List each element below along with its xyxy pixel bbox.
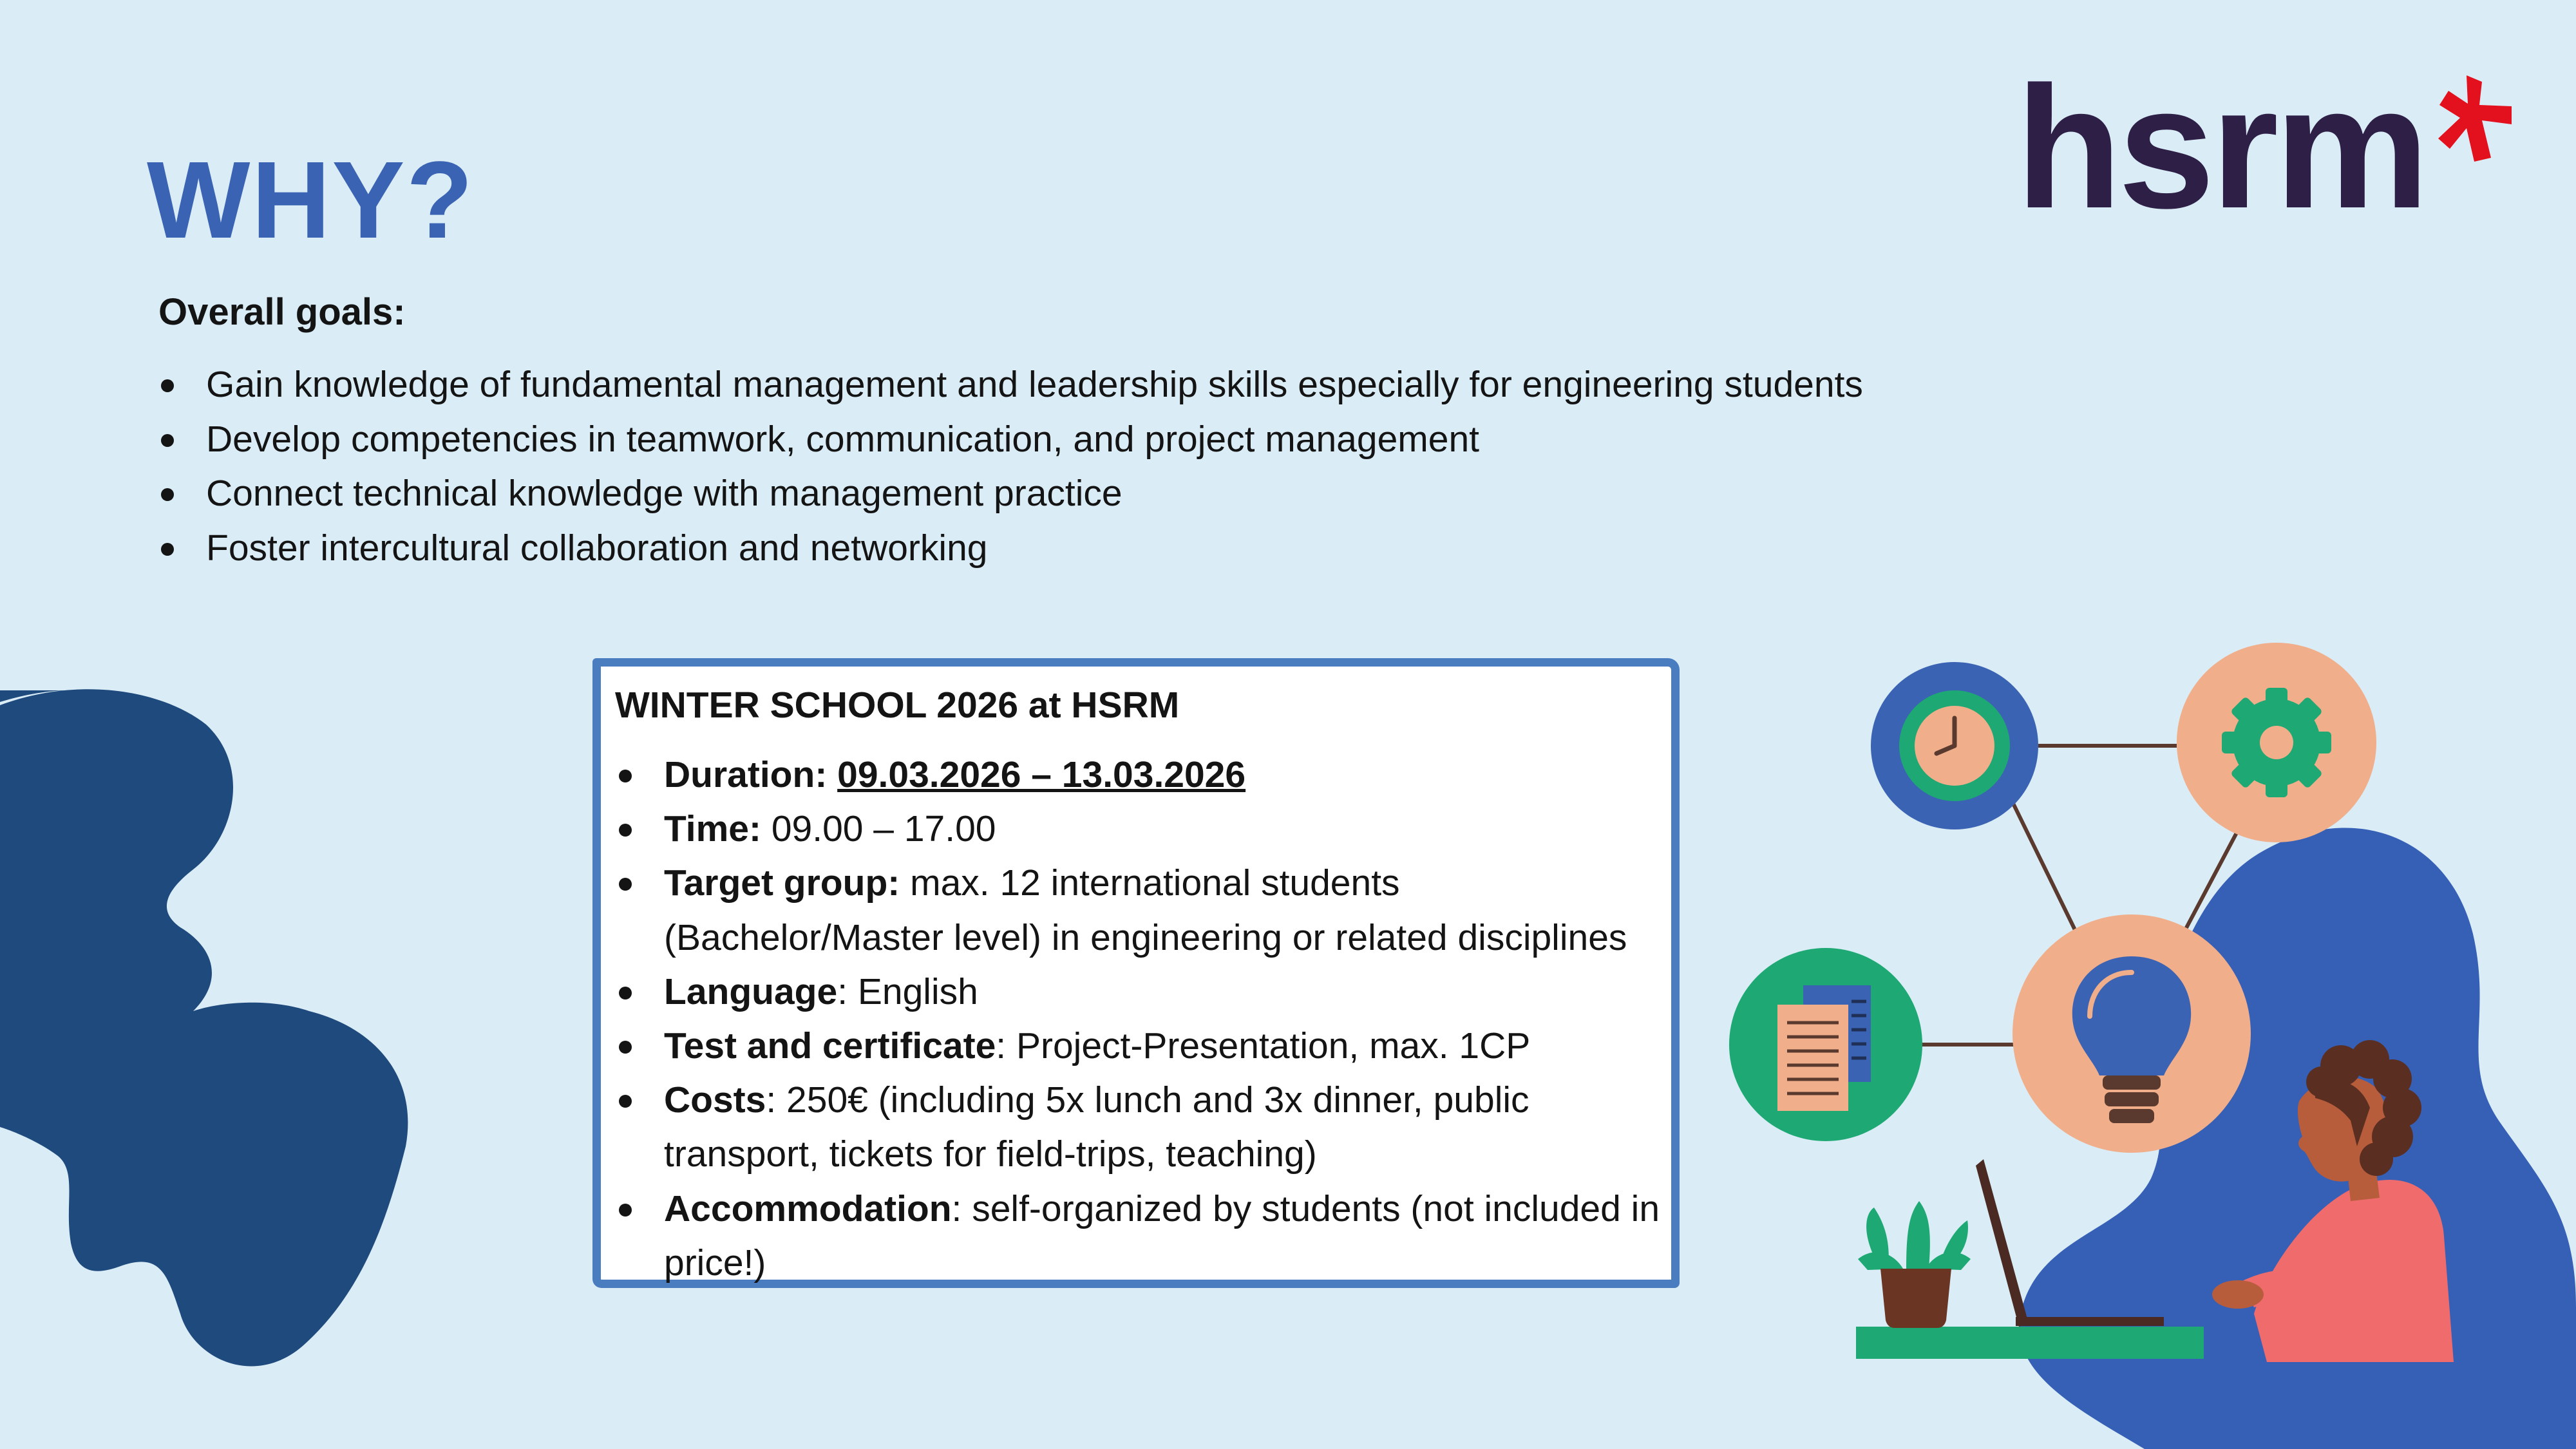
info-label: Duration: [664, 754, 828, 795]
goal-item: Develop competencies in teamwork, communication, and project management [158, 412, 1863, 467]
person-illustration [2212, 1040, 2454, 1362]
info-value: : self-organized by students (not included in price!) [664, 1188, 1660, 1283]
laptop-icon [1976, 1159, 2164, 1327]
info-label: Costs [664, 1079, 766, 1121]
info-item-costs [615, 1073, 1669, 1181]
info-item-language [615, 965, 1669, 1019]
info-label: Test and certificate [664, 1025, 996, 1067]
info-label: Target group: [664, 862, 900, 904]
info-value: 09.03.2026 – 13.03.2026 [837, 754, 1246, 795]
document-icon [1729, 948, 1922, 1141]
info-value: : 250€ (including 5x lunch and 3x dinner, public transport, tickets for field-trips, teaching) [664, 1079, 1530, 1175]
gear-icon [2177, 643, 2376, 842]
goal-item: Gain knowledge of fundamental management and leadership skills especially for engineering students [158, 357, 1863, 412]
info-label: Time: [664, 808, 761, 850]
plant-icon [1858, 1201, 1971, 1328]
info-box-title: WINTER SCHOOL 2026 at HSRM [615, 685, 1180, 726]
goals-heading: Overall goals: [158, 291, 406, 333]
page-title: WHY? [147, 139, 475, 261]
idea-network-illustration [1713, 631, 2524, 1372]
info-value: : Project-Presentation, max. 1CP [996, 1025, 1531, 1067]
decorative-blob-left [0, 676, 541, 1378]
goal-item: Foster intercultural collaboration and networking [158, 521, 1863, 576]
goals-list [158, 357, 1863, 575]
logo-text: hsrm [2016, 51, 2426, 245]
lightbulb-icon [2012, 914, 2251, 1153]
info-item-accommodation [615, 1182, 1669, 1290]
info-value: max. 12 international students (Bachelor/Master level) in engineering or related disciplines [664, 862, 1627, 958]
info-value: : English [837, 971, 978, 1012]
info-label: Language [664, 971, 838, 1012]
desk [1856, 1327, 2204, 1359]
winter-school-info-box [592, 658, 1680, 1288]
info-item-test-certificate [615, 1019, 1669, 1073]
goal-item: Connect technical knowledge with management practice [158, 466, 1863, 521]
hsrm-logo [2016, 51, 2426, 245]
info-item-target-group [615, 856, 1669, 964]
info-value: 09.00 – 17.00 [761, 808, 996, 850]
info-item-time [615, 802, 1669, 856]
logo-asterisk-icon [2427, 68, 2523, 164]
info-label: Accommodation [664, 1188, 952, 1229]
info-list [615, 748, 1669, 1290]
info-item-duration [615, 748, 1669, 802]
clock-icon [1871, 662, 2038, 829]
